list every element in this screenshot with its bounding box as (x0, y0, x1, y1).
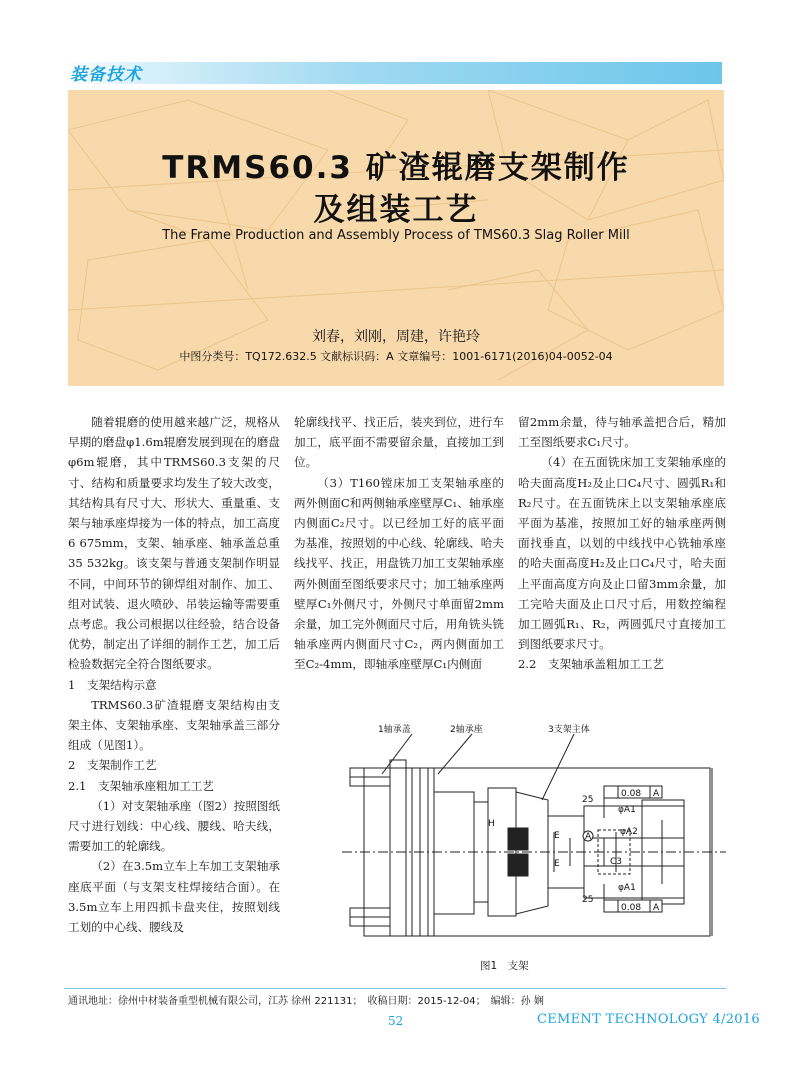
paragraph: （1）对支架轴承座（图2）按照图纸尺寸进行划线：中心线、腰线、哈夫线，需要加工的轮廓线。 (68, 798, 280, 854)
paragraph: （2）在3.5m立车上车加工支架轴承座底平面（与支架支柱焊接结合面）。在3.5m立车上用四抓卡盘夹住，按照划线工划的中心线、腰线及 (68, 859, 280, 935)
heading-2-1: 2.1 支架轴承座粗加工工艺 (68, 778, 214, 793)
paragraph: 随着辊磨的使用越来越广泛，规格从早期的磨盘φ1.6m辊磨发展到现在的磨盘φ6m辊磨，其中TRMS60.3支架的尺寸、结构和质量要求均发生了较大改变，其结构具有尺寸大、形状大、重量重、支架与轴承座焊接为一体的特点，加工高度6 675mm，支架、轴承座、轴承盖总重35 532kg。该支架与普通支架制作明显不同，中间环节的铆焊组对制作、加工、组对试装、退火喷砂、吊装运输等需要重点考虑。我公司根据以往经验，结合设备优势，制定出了详细的制作工艺，加工后检验数据完全符合图纸要求。 (68, 415, 280, 672)
heading-2-2: 2.2 支架轴承盖粗加工工艺 (518, 657, 664, 672)
title-line-2: 及组装工艺 (313, 192, 479, 228)
paragraph: 留2mm余量，待与轴承盖把合后，精加工至图纸要求C₁尺寸。 (518, 415, 726, 450)
paragraph: （4）在五面铣床加工支架轴承座的哈夫面高度H₂及止口C₄尺寸、圆弧R₁和R₂尺寸。在五面铣床上以支架轴承座底平面为基准，按照加工好的轴承座两侧面找垂直，以划的中线找中心铣轴承座的哈夫面高度H₂及止口C₄尺寸，哈夫面上平面高度方向及止口留3mm余量，加工完哈夫面及止口尺寸后，用数控编程加工圆弧R₁、R₂，两圆弧尺寸直接加工到图纸要求尺寸。 (518, 455, 726, 652)
label-frame-body: 3支架主体 (548, 725, 590, 735)
title-line-1: TRMS60.3 矿渣辊磨支架制作 (162, 150, 630, 186)
tolerance-top: 0.08 (621, 789, 642, 799)
datum-top: A (653, 789, 660, 799)
paragraph: TRMS60.3矿渣辊磨支架结构由支架主体、支架轴承座、支架轴承盖三部分组成（见图1）。 (68, 697, 280, 753)
column-3 (518, 412, 726, 675)
dim-phi-a2: φA2 (620, 827, 638, 837)
section-label: 装备技术 (70, 65, 142, 85)
dim-phi-a1-bottom: φA1 (618, 883, 636, 893)
english-title: The Frame Production and Assembly Process of TMS60.3 Slag Roller Mill (162, 228, 630, 243)
letter-h: H (488, 819, 495, 829)
label-bearing-cover: 1轴承盖 (378, 725, 411, 735)
paragraph: 轮廓线找平、找正后，装夹到位，进行车加工，底平面不需要留余量，直接加工到位。 (294, 415, 504, 470)
title-block (68, 90, 724, 386)
paragraph: （3）T160镗床加工支架轴承座的两外侧面C和两侧轴承座壁厚C₁、轴承座内侧面C₂尺寸。以已经加工好的底平面为基准，按照划的中心线、轮廓线、哈夫线找平、找正，用盘铣刀加工支架轴承座两外侧面至图纸要求尺寸；加工轴承座两壁厚C₁外侧尺寸，外侧尺寸单面留2mm余量，加工完外侧面尺寸后，用角铣头铣轴承座两内侧面尺寸C₂，两内侧面加工至C₂-4mm，即轴承座壁厚C₁内侧面 (294, 475, 504, 672)
frame-drawing (342, 720, 726, 952)
letter-e-top: E (554, 831, 560, 841)
column-1 (68, 412, 280, 937)
footer-rule (64, 988, 726, 989)
dim-25-bottom: 25 (582, 895, 594, 905)
label-bearing-seat: 2轴承座 (450, 725, 483, 735)
column-2 (294, 412, 504, 675)
letter-e-bottom: E (554, 859, 560, 869)
authors: 刘春，刘刚，周建，许艳玲 (312, 329, 480, 345)
journal-name: CEMENT TECHNOLOGY 4/2016 (537, 1012, 760, 1027)
circle-a: A (585, 832, 592, 842)
heading-2: 2 支架制作工艺 (68, 758, 157, 773)
dim-phi-a1-top: φA1 (618, 805, 636, 815)
classification-info: 中图分类号：TQ172.632.5 文献标识码：A 文章编号：1001-6171(2016)04-0052-04 (179, 350, 613, 363)
heading-1: 1 支架结构示意 (68, 677, 157, 692)
tolerance-bottom: 0.08 (621, 903, 642, 913)
page-number: 52 (388, 1014, 404, 1028)
section-header-bar (64, 62, 722, 84)
dim-25-top: 25 (582, 795, 594, 805)
footer-address: 通讯地址：徐州中材装备重型机械有限公司，江苏 徐州 221131； 收稿日期：2015-12-04； 编辑：孙 娴 (68, 996, 544, 1007)
letter-c3: C3 (610, 857, 623, 867)
datum-bottom: A (653, 903, 660, 913)
figure-caption: 图1 支架 (480, 960, 529, 972)
